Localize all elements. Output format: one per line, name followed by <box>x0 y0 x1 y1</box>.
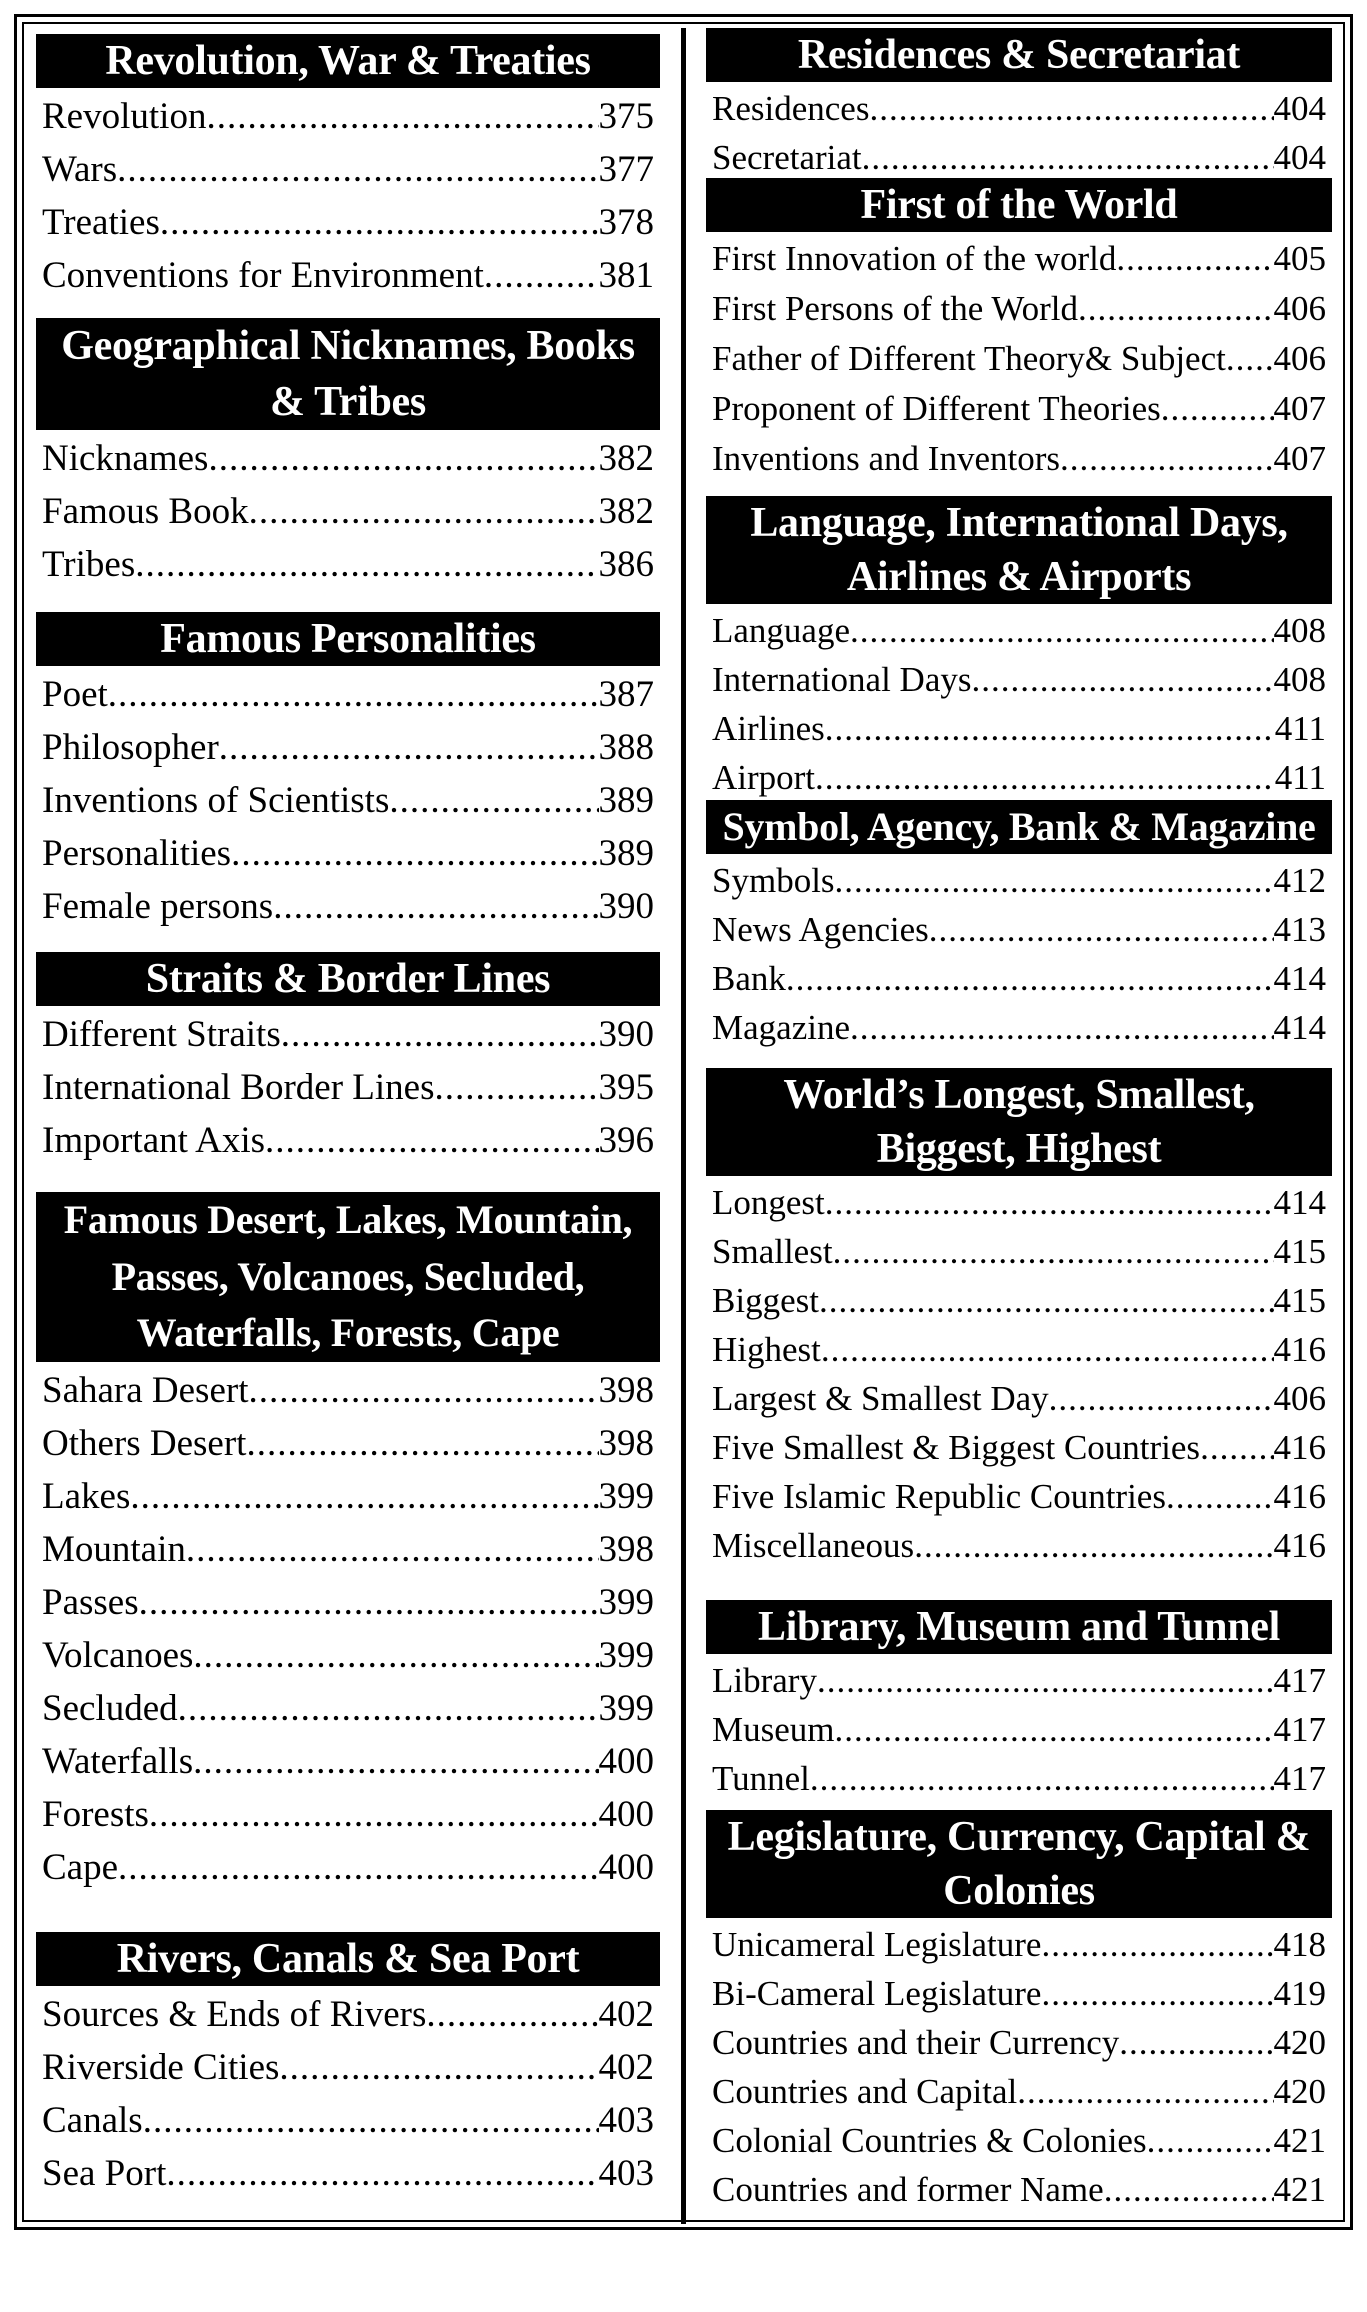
entry-page-number: 403 <box>598 2153 654 2194</box>
entry-page-number: 399 <box>598 1476 654 1518</box>
dot-leader <box>166 2147 598 2200</box>
toc-entry[interactable] <box>706 954 1332 1003</box>
dot-leader <box>135 538 598 591</box>
entry-page-number: 390 <box>598 886 654 927</box>
toc-entry[interactable] <box>36 1523 660 1576</box>
toc-entry[interactable] <box>36 143 660 196</box>
toc-entry[interactable] <box>36 1629 660 1682</box>
entry-page-number: 400 <box>598 1741 654 1783</box>
entry-label: Unicameral Legislature <box>712 1925 1042 1964</box>
entry-label: Riverside Cities <box>42 2047 280 2088</box>
entry-label: Poet <box>42 674 108 715</box>
dot-leader <box>825 704 1275 753</box>
toc-entry[interactable] <box>36 432 660 485</box>
entry-label: Bank <box>712 959 786 998</box>
entry-page-number: 415 <box>1273 1232 1326 1271</box>
toc-entry[interactable] <box>706 1521 1332 1570</box>
dot-leader <box>193 1629 598 1682</box>
entry-label: Forests <box>42 1794 149 1836</box>
entry-label: Sources & Ends of Rivers <box>42 1994 427 2035</box>
entry-page-number: 406 <box>1273 339 1326 378</box>
toc-entry[interactable] <box>36 1417 660 1470</box>
section-heading: First of the World <box>706 178 1332 232</box>
toc-entry[interactable] <box>706 606 1332 655</box>
column-divider <box>681 28 686 2224</box>
entry-label: Secluded <box>42 1688 178 1730</box>
entry-page-number: 402 <box>598 2047 654 2088</box>
dot-leader <box>1119 2018 1273 2067</box>
entry-page-number: 416 <box>1273 1477 1326 1516</box>
toc-entry[interactable] <box>36 196 660 249</box>
toc-entry[interactable] <box>706 1325 1332 1374</box>
dot-leader <box>914 1521 1273 1570</box>
dot-leader <box>193 1735 598 1788</box>
dot-leader <box>149 1788 599 1841</box>
section-heading: Legislature, Currency, Capital & Colonies <box>706 1810 1332 1918</box>
entry-page-number: 411 <box>1274 709 1326 748</box>
toc-entry[interactable] <box>36 1576 660 1629</box>
toc-entry[interactable] <box>36 1841 660 1894</box>
entry-label: International Border Lines <box>42 1067 435 1108</box>
entry-page-number: 378 <box>598 202 654 243</box>
entry-list <box>36 1364 660 1894</box>
dot-leader <box>1049 1374 1274 1423</box>
entry-page-number: 398 <box>598 1423 654 1465</box>
entry-page-number: 389 <box>598 833 654 874</box>
toc-entry[interactable] <box>706 234 1332 284</box>
toc-entry[interactable] <box>36 1008 660 1061</box>
entry-label: Sea Port <box>42 2153 167 2194</box>
toc-entry[interactable] <box>706 905 1332 954</box>
section-heading: Symbol, Agency, Bank & Magazine <box>706 800 1332 854</box>
toc-entry[interactable] <box>36 1988 660 2041</box>
toc-entry[interactable] <box>706 1003 1332 1052</box>
entry-label: Biggest <box>712 1281 819 1320</box>
dot-leader <box>246 1417 598 1470</box>
dot-leader <box>835 1705 1274 1754</box>
dot-leader <box>1078 284 1274 334</box>
toc-section <box>706 1068 1332 1570</box>
entry-label: First Innovation of the world <box>712 239 1117 278</box>
entry-label: Sahara Desert <box>42 1370 249 1412</box>
toc-entry[interactable] <box>36 2094 660 2147</box>
entry-page-number: 417 <box>1273 1710 1326 1749</box>
entry-label: Philosopher <box>42 727 219 768</box>
entry-page-number: 388 <box>598 727 654 768</box>
toc-entry[interactable] <box>36 1735 660 1788</box>
entry-page-number: 399 <box>598 1635 654 1677</box>
toc-entry[interactable] <box>706 1969 1332 2018</box>
dot-leader <box>1147 2116 1274 2165</box>
entry-label: International Days <box>712 660 972 699</box>
entry-page-number: 404 <box>1273 138 1326 177</box>
entry-label: Countries and their Currency <box>712 2023 1120 2062</box>
toc-entry[interactable] <box>706 434 1332 484</box>
toc-entry[interactable] <box>706 655 1332 704</box>
dot-leader <box>389 774 598 827</box>
entry-label: Library <box>712 1661 817 1700</box>
entry-page-number: 420 <box>1273 2072 1326 2111</box>
entry-label: Airport <box>712 758 816 797</box>
toc-entry[interactable] <box>36 721 660 774</box>
toc-entry[interactable] <box>706 133 1332 182</box>
entry-page-number: 405 <box>1273 239 1326 278</box>
entry-page-number: 417 <box>1273 1661 1326 1700</box>
dot-leader <box>484 249 599 302</box>
entry-label: Inventions and Inventors <box>712 439 1060 478</box>
entry-page-number: 386 <box>598 544 654 585</box>
entry-label: News Agencies <box>712 910 929 949</box>
toc-entry[interactable] <box>36 1061 660 1114</box>
toc-entry[interactable] <box>706 856 1332 905</box>
toc-entry[interactable] <box>706 1705 1332 1754</box>
toc-entry[interactable] <box>36 2147 660 2200</box>
entry-label: Proponent of Different Theories <box>712 389 1161 428</box>
entry-page-number: 398 <box>598 1370 654 1412</box>
dot-leader <box>1104 2165 1274 2214</box>
dot-leader <box>118 1841 598 1894</box>
entry-page-number: 412 <box>1273 861 1326 900</box>
entry-list <box>36 1008 660 1167</box>
entry-label: Tunnel <box>712 1759 810 1798</box>
entry-page-number: 406 <box>1273 289 1326 328</box>
dot-leader <box>929 905 1274 954</box>
section-heading: Geographical Nicknames, Books & Tribes <box>36 318 660 430</box>
entry-page-number: 416 <box>1273 1526 1326 1565</box>
entry-label: Miscellaneous <box>712 1526 915 1565</box>
toc-entry[interactable] <box>706 1472 1332 1521</box>
toc-section <box>706 178 1332 484</box>
entry-page-number: 400 <box>598 1794 654 1836</box>
entry-label: Father of Different Theory& Subject <box>712 339 1226 378</box>
entry-list <box>706 1178 1332 1570</box>
entry-page-number: 375 <box>598 96 654 137</box>
entry-page-number: 421 <box>1273 2170 1326 2209</box>
dot-leader <box>279 2041 598 2094</box>
entry-page-number: 407 <box>1273 389 1326 428</box>
entry-label: Passes <box>42 1582 139 1624</box>
dot-leader <box>178 1682 599 1735</box>
dot-leader <box>1060 434 1274 484</box>
entry-label: Canals <box>42 2100 143 2141</box>
dot-leader <box>434 1061 598 1114</box>
toc-entry[interactable] <box>36 249 660 302</box>
entry-page-number: 415 <box>1273 1281 1326 1320</box>
entry-label: Wars <box>42 149 118 190</box>
dot-leader <box>186 1523 599 1576</box>
entry-list <box>36 668 660 933</box>
dot-leader <box>1200 1423 1273 1472</box>
dot-leader <box>1041 1969 1273 2018</box>
entry-page-number: 416 <box>1273 1428 1326 1467</box>
dot-leader <box>819 1276 1274 1325</box>
entry-label: Countries and Capital <box>712 2072 1018 2111</box>
toc-entry[interactable] <box>706 2018 1332 2067</box>
section-heading: Famous Personalities <box>36 612 660 666</box>
section-heading: Famous Desert, Lakes, Mountain, Passes, Volcanoes, Secluded, Waterfalls, Forests, Cape <box>36 1192 660 1362</box>
entry-label: Largest & Smallest Day <box>712 1379 1049 1418</box>
toc-entry[interactable] <box>706 1178 1332 1227</box>
toc-entry[interactable] <box>706 1656 1332 1705</box>
entry-label: Highest <box>712 1330 821 1369</box>
entry-label: Museum <box>712 1710 835 1749</box>
toc-section <box>36 1932 660 2200</box>
dot-leader <box>219 721 599 774</box>
dot-leader <box>825 1178 1274 1227</box>
toc-section <box>706 1810 1332 2214</box>
entry-label: Female persons <box>42 886 274 927</box>
entry-label: Famous Book <box>42 491 249 532</box>
toc-entry[interactable] <box>36 1470 660 1523</box>
dot-leader <box>281 1008 599 1061</box>
dot-leader <box>206 90 598 143</box>
entry-label: Airlines <box>712 709 825 748</box>
entry-label: Language <box>712 611 850 650</box>
dot-leader <box>972 655 1274 704</box>
toc-entry[interactable] <box>36 485 660 538</box>
dot-leader <box>817 1656 1274 1705</box>
entry-label: Cape <box>42 1847 119 1889</box>
entry-page-number: 398 <box>598 1529 654 1571</box>
dot-leader <box>160 196 599 249</box>
entry-label: Important Axis <box>42 1120 266 1161</box>
dot-leader <box>1017 2067 1273 2116</box>
entry-page-number: 399 <box>598 1582 654 1624</box>
entry-page-number: 389 <box>598 780 654 821</box>
entry-label: Residences <box>712 89 870 128</box>
entry-label: Others Desert <box>42 1423 247 1465</box>
entry-label: Countries and former Name <box>712 2170 1104 2209</box>
entry-label: Secretariat <box>712 138 862 177</box>
dot-leader <box>1041 1920 1273 1969</box>
toc-entry[interactable] <box>706 1754 1332 1803</box>
entry-page-number: 381 <box>598 255 654 296</box>
section-heading: World’s Longest, Smallest, Biggest, Highest <box>706 1068 1332 1176</box>
entry-page-number: 404 <box>1273 89 1326 128</box>
entry-page-number: 377 <box>598 149 654 190</box>
section-heading: Library, Museum and Tunnel <box>706 1600 1332 1654</box>
toc-entry[interactable] <box>706 704 1332 753</box>
toc-entry[interactable] <box>36 2041 660 2094</box>
entry-page-number: 403 <box>598 2100 654 2141</box>
entry-page-number: 408 <box>1273 660 1326 699</box>
toc-entry[interactable] <box>36 538 660 591</box>
entry-label: Nicknames <box>42 438 209 479</box>
dot-leader <box>1116 234 1273 284</box>
dot-leader <box>1161 384 1274 434</box>
toc-entry[interactable] <box>706 2165 1332 2214</box>
section-heading: Residences & Secretariat <box>706 28 1332 82</box>
entry-label: Five Islamic Republic Countries <box>712 1477 1166 1516</box>
dot-leader <box>815 753 1275 802</box>
toc-section <box>36 34 660 302</box>
toc-entry[interactable] <box>706 384 1332 434</box>
entry-label: Revolution <box>42 96 207 137</box>
toc-entry[interactable] <box>36 668 660 721</box>
dot-leader <box>850 1003 1274 1052</box>
dot-leader <box>108 668 599 721</box>
dot-leader <box>139 1576 599 1629</box>
toc-entry[interactable] <box>706 1374 1332 1423</box>
entry-page-number: 413 <box>1273 910 1326 949</box>
entry-label: Smallest <box>712 1232 833 1271</box>
entry-page-number: 414 <box>1273 1008 1326 1047</box>
toc-entry[interactable] <box>706 1227 1332 1276</box>
entry-page-number: 417 <box>1273 1759 1326 1798</box>
toc-entry[interactable] <box>36 90 660 143</box>
entry-page-number: 419 <box>1273 1974 1326 2013</box>
toc-entry[interactable] <box>706 84 1332 133</box>
entry-page-number: 406 <box>1273 1379 1326 1418</box>
toc-section <box>706 800 1332 1052</box>
entry-page-number: 390 <box>598 1014 654 1055</box>
entry-label: Personalities <box>42 833 232 874</box>
entry-list <box>706 1656 1332 1803</box>
entry-label: Treaties <box>42 202 160 243</box>
toc-entry[interactable] <box>706 284 1332 334</box>
entry-list <box>706 1920 1332 2214</box>
toc-section <box>706 1600 1332 1803</box>
entry-page-number: 414 <box>1273 1183 1326 1222</box>
entry-label: Five Smallest & Biggest Countries <box>712 1428 1201 1467</box>
entry-label: Bi-Cameral Legislature <box>712 1974 1042 2013</box>
toc-section <box>36 318 660 591</box>
dot-leader <box>130 1470 598 1523</box>
section-heading: Revolution, War & Treaties <box>36 34 660 88</box>
dot-leader <box>833 1227 1274 1276</box>
dot-leader <box>273 880 598 933</box>
entry-label: First Persons of the World <box>712 289 1078 328</box>
toc-entry[interactable] <box>36 1682 660 1735</box>
entry-page-number: 387 <box>598 674 654 715</box>
entry-label: Lakes <box>42 1476 131 1518</box>
dot-leader <box>835 856 1274 905</box>
dot-leader <box>249 485 599 538</box>
toc-entry[interactable] <box>36 1364 660 1417</box>
dot-leader <box>143 2094 599 2147</box>
toc-entry[interactable] <box>36 774 660 827</box>
entry-list <box>706 856 1332 1052</box>
dot-leader <box>786 954 1274 1003</box>
toc-entry[interactable] <box>36 1114 660 1167</box>
toc-entry[interactable] <box>706 1276 1332 1325</box>
dot-leader <box>810 1754 1274 1803</box>
entry-label: Inventions of Scientists <box>42 780 390 821</box>
entry-page-number: 395 <box>598 1067 654 1108</box>
dot-leader <box>208 432 598 485</box>
toc-entry[interactable] <box>36 1788 660 1841</box>
entry-label: Different Straits <box>42 1014 281 1055</box>
entry-label: Conventions for Environment <box>42 255 484 296</box>
toc-entry[interactable] <box>706 753 1332 802</box>
entry-page-number: 382 <box>598 491 654 532</box>
section-heading: Straits & Border Lines <box>36 952 660 1006</box>
toc-entry[interactable] <box>36 880 660 933</box>
entry-page-number: 420 <box>1273 2023 1326 2062</box>
entry-list <box>36 432 660 591</box>
entry-page-number: 382 <box>598 438 654 479</box>
dot-leader <box>426 1988 598 2041</box>
dot-leader <box>1166 1472 1274 1521</box>
entry-label: Mountain <box>42 1529 186 1571</box>
toc-section <box>706 496 1332 802</box>
dot-leader <box>231 827 598 880</box>
entry-page-number: 408 <box>1273 611 1326 650</box>
section-heading: Language, International Days, Airlines & Airports <box>706 496 1332 604</box>
entry-page-number: 400 <box>598 1847 654 1889</box>
toc-entry[interactable] <box>706 1423 1332 1472</box>
entry-page-number: 414 <box>1273 959 1326 998</box>
entry-page-number: 399 <box>598 1688 654 1730</box>
toc-section <box>706 28 1332 182</box>
entry-list <box>36 1988 660 2200</box>
entry-list <box>36 90 660 302</box>
entry-page-number: 416 <box>1273 1330 1326 1369</box>
dot-leader <box>117 143 598 196</box>
entry-label: Longest <box>712 1183 825 1222</box>
entry-label: Colonial Countries & Colonies <box>712 2121 1147 2160</box>
entry-label: Tribes <box>42 544 136 585</box>
dot-leader <box>1226 334 1274 384</box>
entry-label: Magazine <box>712 1008 850 1047</box>
toc-entry[interactable] <box>706 1920 1332 1969</box>
entry-list <box>706 606 1332 802</box>
dot-leader <box>850 606 1274 655</box>
dot-leader <box>248 1364 598 1417</box>
toc-entry[interactable] <box>706 2116 1332 2165</box>
entry-page-number: 418 <box>1273 1925 1326 1964</box>
section-heading: Rivers, Canals & Sea Port <box>36 1932 660 1986</box>
dot-leader <box>265 1114 598 1167</box>
toc-entry[interactable] <box>706 334 1332 384</box>
toc-entry[interactable] <box>36 827 660 880</box>
entry-page-number: 411 <box>1274 758 1326 797</box>
toc-section <box>36 612 660 933</box>
dot-leader <box>862 133 1274 182</box>
toc-entry[interactable] <box>706 2067 1332 2116</box>
entry-list <box>706 234 1332 484</box>
entry-page-number: 407 <box>1273 439 1326 478</box>
entry-label: Volcanoes <box>42 1635 194 1677</box>
dot-leader <box>869 84 1273 133</box>
dot-leader <box>821 1325 1274 1374</box>
entry-page-number: 421 <box>1273 2121 1326 2160</box>
entry-page-number: 402 <box>598 1994 654 2035</box>
entry-page-number: 396 <box>598 1120 654 1161</box>
entry-label: Symbols <box>712 861 835 900</box>
toc-section <box>36 1192 660 1894</box>
entry-label: Waterfalls <box>42 1741 194 1783</box>
toc-section <box>36 952 660 1167</box>
entry-list <box>706 84 1332 182</box>
